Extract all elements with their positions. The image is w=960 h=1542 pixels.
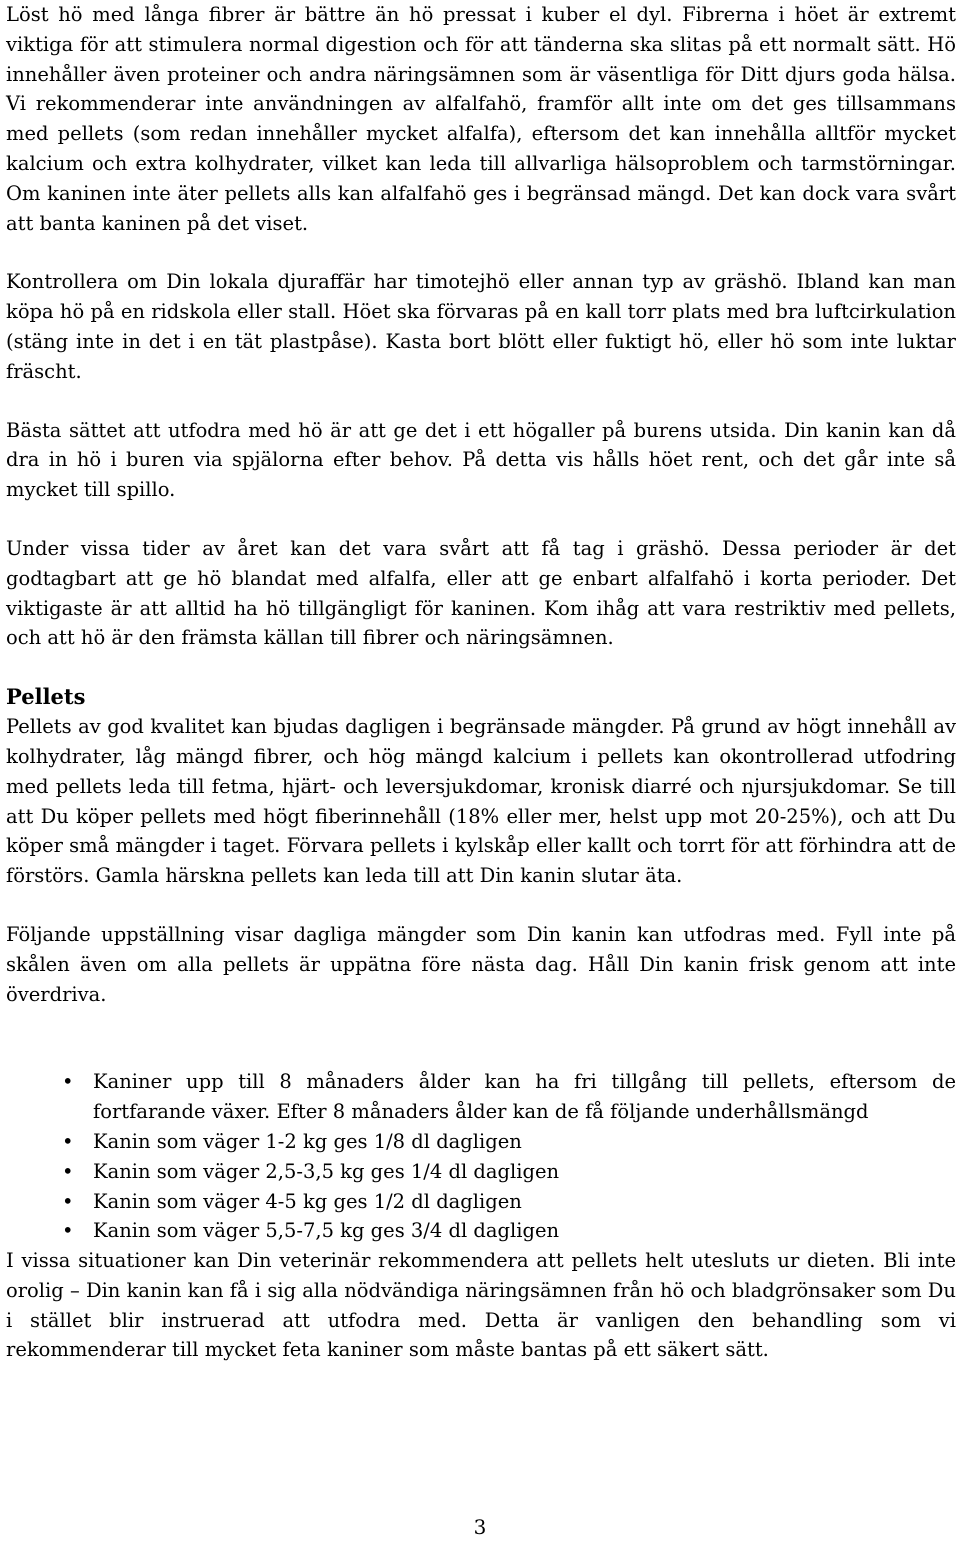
list-item-text: Kaniner upp till 8 månaders ålder kan ha fri tillgång till pellets, eftersom de fortfarande växer. Efter 8 månaders ålder kan de få följande underhållsmängd xyxy=(93,1070,956,1124)
paragraph-hay-sourcing: Kontrollera om Din lokala djuraffär har timotejhö eller annan typ av gräshö. Ibland kan man köpa hö på en ridskola eller stall. Höet ska förvaras på en kall torr plats med bra luftcirkulation (stäng inte in det i en tät plastpåse). Kasta bort blött eller fuktigt hö, eller hö som inte luktar fräscht. xyxy=(6,270,956,383)
list-item-text: Kanin som väger 5,5-7,5 kg ges 3/4 dl dagligen xyxy=(93,1219,560,1243)
list-item xyxy=(62,1216,956,1246)
bullet-icon: • xyxy=(62,1189,74,1213)
section-heading-pellets: Pellets xyxy=(6,684,86,710)
document-page xyxy=(6,0,956,1365)
paragraph-hay-fibers: Löst hö med långa fibrer är bättre än hö pressat i kuber el dyl. Fibrerna i höet är extremt viktiga för att stimulera normal digestion och för att tänderna ska slitas på ett normalt sätt. Hö innehåller även proteiner och andra näringsämnen som är väsentliga för Ditt djurs goda hälsa. Vi rekommenderar inte användningen av alfalfahö, framför allt inte om det ges tillsammans med pellets (som redan innehåller mycket alfalfa), eftersom det kan innehålla alltför mycket kalcium och extra kolhydrater, vilket kan leda till allvarliga hälsoproblem och tarmstörningar. Om kaninen inte äter pellets alls kan alfalfahö ges i begränsad mängd. Det kan dock vara svårt att banta kaninen på det viset. xyxy=(6,3,956,235)
pellet-amount-list xyxy=(6,1067,956,1246)
bullet-icon: • xyxy=(62,1129,74,1153)
paragraph-hay-feeding: Bästa sättet att utfodra med hö är att ge det i ett högaller på burens utsida. Din kanin kan då dra in hö i buren via spjälorna efter behov. På detta vis hålls höet rent, och det går inte så mycket till spillo. xyxy=(6,418,956,502)
list-item-text: Kanin som väger 2,5-3,5 kg ges 1/4 dl dagligen xyxy=(93,1159,560,1183)
list-item-text: Kanin som väger 1-2 kg ges 1/8 dl dagligen xyxy=(93,1129,522,1153)
list-item xyxy=(62,1127,956,1157)
paragraph-pellets-amounts: Följande uppställning visar dagliga mängder som Din kanin kan utfodras med. Fyll inte på skålen även om alla pellets är uppätna före nästa dag. Håll Din kanin frisk genom att inte överdriva. xyxy=(6,922,956,1006)
paragraph-vet-advice: I vissa situationer kan Din veterinär rekommendera att pellets helt utesluts ur dieten. Bli inte orolig – Din kanin kan få i sig alla nödvändiga näringsämnen från hö och bladgrönsaker som Du i stället blir instruerad att utfodra med. Detta är vanligen den behandling som vi rekommenderar till mycket feta kaniner som måste bantas på ett säkert sätt. xyxy=(6,1249,956,1362)
list-item xyxy=(62,1157,956,1187)
bullet-icon: • xyxy=(62,1070,74,1094)
list-item xyxy=(62,1187,956,1217)
bullet-icon: • xyxy=(62,1159,74,1183)
paragraph-pellets-quality: Pellets av god kvalitet kan bjudas dagligen i begränsade mängder. På grund av högt innehåll av kolhydrater, låg mängd fibrer, och hög mängd kalcium i pellets kan okontrollerad utfodring med pellets leda till fetma, hjärt- och leversjukdomar, kronisk diarré och njursjukdomar. Se till att Du köper pellets med högt fiberinnehåll (18% eller mer, helst upp mot 20-25%), och att Du köper små mängder i taget. Förvara pellets i kylskåp eller kallt och torrt för att förhindra att de förstörs. Gamla härskna pellets kan leda till att Din kanin slutar äta. xyxy=(6,715,956,888)
list-item-text: Kanin som väger 4-5 kg ges 1/2 dl dagligen xyxy=(93,1189,522,1213)
paragraph-hay-seasonal: Under vissa tider av året kan det vara svårt att få tag i gräshö. Dessa perioder är det godtagbart att ge hö blandat med alfalfa, eller att ge enbart alfalfahö i korta perioder. Det viktigaste är att alltid ha hö tillgängligt för kaninen. Kom ihåg att vara restriktiv med pellets, och att hö är den främsta källan till fibrer och näringsämnen. xyxy=(6,536,956,650)
page-number: 3 xyxy=(473,1515,487,1539)
bullet-icon: • xyxy=(62,1219,74,1243)
list-item xyxy=(62,1067,956,1127)
